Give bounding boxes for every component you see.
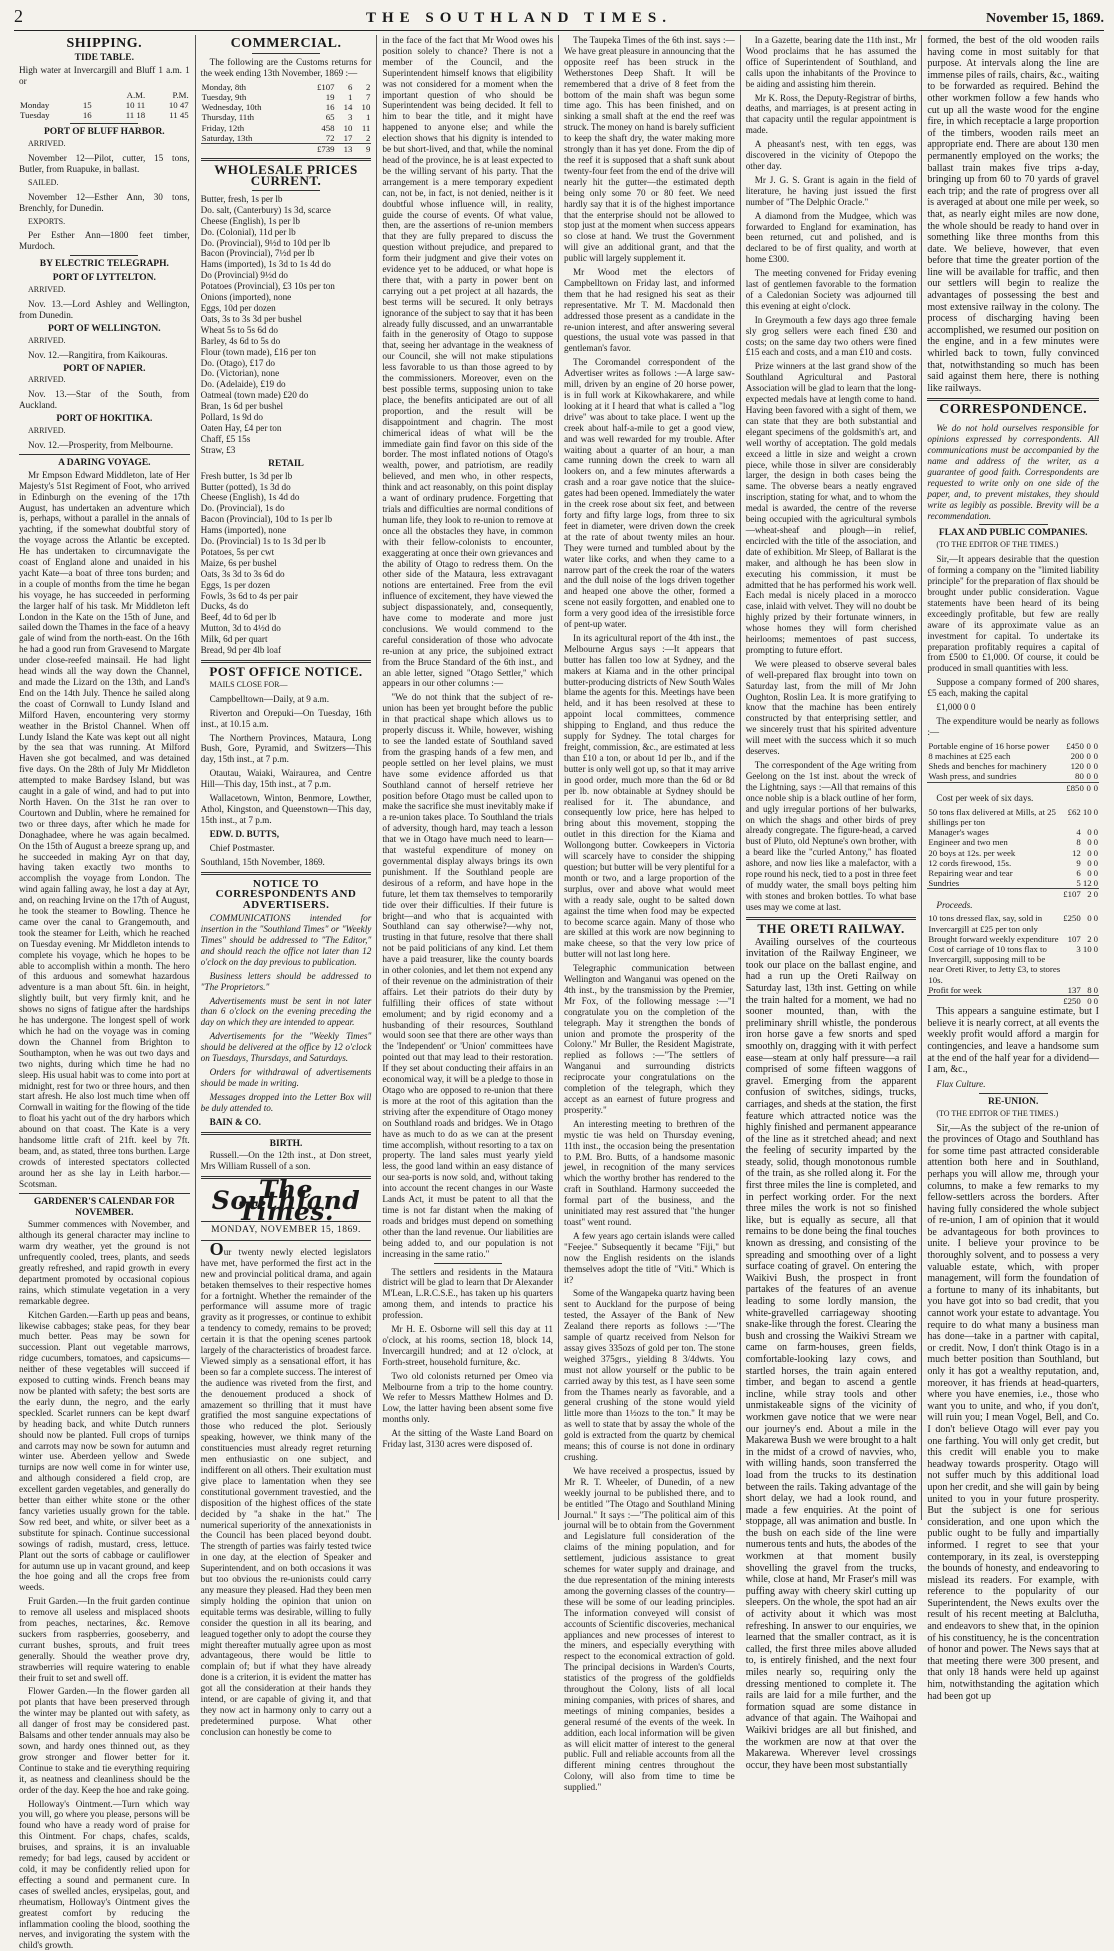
table-row: Thursday, 11th 65 3 1 <box>201 112 371 123</box>
list-item: Butter, fresh, 1s per lb <box>200 193 283 204</box>
retail-list <box>201 471 372 656</box>
table-row: Tuesday, 9th 19 1 7 <box>201 91 371 102</box>
notice-heading: NOTICE TO CORRESPONDENTS AND ADVERTISERS. <box>215 877 357 912</box>
table-row: Sheds and benches for machinery 120 0 0 <box>928 761 1099 772</box>
list-item: Maize, 6s per bushel <box>200 557 277 568</box>
list-item: Do. (Colonial), 11d per lb <box>200 226 296 237</box>
table-row: Saturday, 13th 72 17 2 <box>201 132 371 143</box>
article-heading: GARDENER'S CALENDAR FOR NOVEMBER. <box>33 1196 175 1218</box>
list-item: Do. (Adelaide), £19 do <box>200 379 286 390</box>
list-item: Chaff, £5 15s <box>200 433 251 444</box>
divider <box>70 123 138 124</box>
article-heading: A DARING VOYAGE. <box>58 457 151 468</box>
tide-table <box>19 90 190 121</box>
table-row: Profit for week 137 8 0 <box>928 984 1099 995</box>
list-item: Milk, 6d per quart <box>200 634 268 645</box>
list-item: Oatmeal (town made) £20 do <box>200 390 309 401</box>
newspaper-nameplate: The Southland Times. <box>211 1175 361 1227</box>
list-item: Cheese (English), 1s per lb <box>200 215 300 226</box>
table-row: Portable engine of 16 horse power £450 0 0 <box>928 740 1099 751</box>
wholesale-heading: WHOLESALE PRICES CURRENT. <box>214 162 358 189</box>
table-row: Manager's wages 4 0 0 <box>928 827 1099 838</box>
list-item: Oats, 3s 3d to 3s 6d do <box>200 568 285 579</box>
tide-table-heading: TIDE TABLE. <box>74 52 134 63</box>
table-total: £850 0 0 <box>927 782 1099 793</box>
table-row: Brought forward weekly expenditure 107 2 0 <box>928 933 1099 944</box>
divider <box>979 1093 1048 1094</box>
birth-heading: BIRTH. <box>269 1138 303 1149</box>
page-number: 2 <box>14 6 23 26</box>
newspaper-title: THE SOUTHLAND TIMES. <box>365 10 673 26</box>
tide-note: High water at Invercargill and Bluff 1 a.m. 1 or <box>19 64 190 86</box>
table-row: 10 tons dressed flax, say, sold in Invercargill at £25 per ton only £250 0 0 <box>928 913 1099 934</box>
column-4: The Taupeka Times of the 6th inst. says :—We have great pleasure in announcing that the opposite reef has been struck in the Wetherstones Deep Shaft. It will be remembered that a drive of 8 feet from the bottom of the main shaft was begun some time ago. This has been finished, and on sinking a small shaft at the end the reef was struck. The money on hand is barely sufficient to keep the shaft dry, the water making more strongly than it has yet done. From the dip of the reef it is supposed that a shaft sunk about twenty-four feet from the end of the drive will nearly hit the gutter—the estimated depth being only some 70 or 80 feet. We need hardly say that it is of the highest importance that the enterprise should not be allowed to stop just at the moment when success appears so close at hand. We trust the Government will give an additional grant, and that the public will largely supplement it. Mr Wood met the electors of Campbelltown on Friday last, and informed them that he had resigned his seat as their representative. Mr T. M. Macdonald then addressed those present as a candidate in the re-union interest, and after answering several questions, the usual vote was passed in that gentleman's favor. The Coromandel correspondent of the Advertiser writes as follows :—A large saw-mill, driven by an engine of 20 horse power, is in full work at Kikowhakarere, and while looking at it I heard that what is called a "log drive" was about to take place. I went up the creek about half-a-mile to get a good view, and was well rewarded for my trouble. After waiting about a quarter of an hour, a man came running down the creek to warn all lookers on, and a few minutes afterwards a crash and a roar gave notice that the sluice-gates had been opened. Immediately the water in the creek rose about six feet, and between forty and fifty large logs, from three to six feet in diameter, were driven down the creek at the rate of about twenty miles an hour. They were turned and tumbled about by the water like corks, and when they came to a narrow part of the creek the roar of the waters and the dull noise of the logs driven together and heaped one above the other, formed a scene not easily forgotten, and enabled one to form a very good idea of the irresistible force of pent-up water. In its agricultural report of the 4th inst., the Melbourne Argus says :—It appears that butter has fallen too low at Sydney, and the makers at Kiama and in the other principal butter-producing districts of New South Wales blame the agents for this. Meetings have been held, and it has been resolved at these to appoint local committees, commence shipping to England, and thus reduce the supply for Sydney. The total charges for freight, commission, &c., are estimated at less than £10 a ton, or about 1d per lb., and if the butter is only well got up, so that it may arrive in good order, much more than the 6d or 8d per lb. now obtainable at Sydney should be realised for it. The abundance, and consequently low price, here has helped to bring about this movement, stopping the outlet in this direction for the Kiama and Wollongong butter. Cowkeepers in Victoria will scarcely have to consider the shipping question; but butter will be very plentiful for a month or two, and a large proportion of the surplus, over and above what would meet with a ready sale, ought to be salted down against the time when food may be expected to become scarce again. Many of those who are skilled at this work are now beginning to make cheese, so that the very low price of butter will not last long here. Telegraphic communication between Wellington and Wanganui was opened on the 4th inst., by the transmission by the Premier, Mr Fox, of the following message :—"I congratulate you on the completion of the telegraph. May it strengthen the bonds of union and promote the prosperity of the Colony." Mr Buller, the Resident Magistrate, replied as follows :—"The settlers of Wanganui and surrounding districts reciprocate your congratulations on the completion of the telegraph, which they accept as an earnest of future progress and prosperity." An interesting meeting to brethren of the mystic tie was held on Thursday evening, 11th inst., the occasion being the presentation to P.M. Bro. Butts, of a handsome masonic jewel, in recognition of the many services which the worthy brother has rendered to the craft in Southland. Harmony succeeded the formal part of the business, and the uninitiated may rest assured that "the hunger toast" went round. A few years ago certain islands were called "Feejee." Subsequently it became "Fiji," but now the English residents on the islands themselves adopt the title of "Viti." Which is it? Some of the Wangapeka quartz having been sent to Auckland for the purpose of being tested, the Assayer of the Bank of New Zealand there reports as follows :—"The sample of quartz received from Nelson for assay gives 335ozs of gold per ton. The stone weighed 375grs., yielding 8 3/4dwts. You must not allow yourself or the public to be carried away by this test, as I have seen some from the Thames nearly as favorable, and a general crushing of the stone would yield little more than 1½ozs to the ton." It may be as well to state that by assay the whole of the gold is extracted from the quartz by chemical means; this of course is not done in ordinary crushing. We have received a prospectus, issued by Mr R. T. Wheeler, of Dunedin, of a new weekly journal to be published there, and to be entitled "The Otago and Southland Mining Journal." It says :—"The political aim of this journal will be to obtain from the Government and Legislature full consideration of the claims of the mining population, and for settlement, judicious assistance to great schemes for water supply and drainage, and the due representation of the mining interests among the governing classes of the country—these will be some of our leading principles. The information conveyed will consist of accounts of Scientific discoveries, mechanical appliances and new processes of interest to the miners, and especially everything with respect to the economical extraction of gold. The principal decisions in Warden's Courts, statistics of the progress of the goldfields throughout the Colony, lists of all local mining companies, with prices of shares, and meetings of mining companies, besides a general resumé of the events of the week. In addition, each local information will be given as will elicit matter of interest to the general public. Full and reliable accounts from all the different mining centres throughout the Colony, will also from time to time be supplied." <box>559 35 741 1520</box>
article-body: Mr Empson Edward Middleton, late of Her Majesty's 51st Regiment of Foot, who arrived in Edinburgh on the evening of the 17th August, has undertaken an adventure which is, perhaps, without a parallel in the annals of yachting, if the somewhat doubtful story of the voyage across the Atlantic be excepted. He has undertaken to circumnavigate the coast of England alone and unaided in his yacht Kate—a boat of three tons burden; and in a couple of months from the time he began his voyage, he has succeeded in performing the larger half of his task. Mr Middleton left London in the Kate on the 15th of June, and sailed down the Thames in the face of a heavy gale of wind from the north-east. On the 16th he had a good run from Gravesend to Margate under close-reefed mainsail. He had light head winds all the way down the Channel, and made the Lizard on the 13th, and Land's End on the 14th July. Thence he sailed along the coast of Cornwall to Lundy Island and Milford Haven, encountering very stormy weather in the Bristol Channel. When off Lundy Island the Kate was kept out all night by the sea that was running. At Milford Haven she got becalmed, and was detained five days. On the 28th of July Mr Middleton attempted to make Bardsey Island, but was caught in a gale of wind, and had to put into North Haven. On the 31st he ran over to Courtown and Dublin, where he remained for two or three days, after which he made for Donaghadee, where he was again becalmed. On the 15th of August a breeze sprang up, and he succeeded in making Ayr on that day, having taken exactly two months to accomplish the voyage from London. The wind again falling away, he lost a day at Ayr, and, on reaching Irvine on the 17th of August, he took the steamer to Bowling. Thence he came over the canal to Grangemouth, and took the steamer for Leith, which he reached on Tuesday evening. Mr Middleton intends to complete his voyage, which he hopes to be able to accomplish within a month. The hero of this arduous and somewhat hazardous adventure is a man about 5ft. 6in. in height, slightly built, but very firmly knit, and he shows no signs of fatigue after the hardships he has undergone. The longest spell of work which he had on the voyage was in coming down the Channel from Brighton to Southampton, when he was out two days and two nights, during which time he had no sleep. His usual habit was to come into port at midnight, rest for two or three hours, and then start afresh. He also lost much time when off Cornwall in waiting for the flowing of the tide to float his yacht out of the dry harbors which abound on that coast. The Kate is a very handsome little craft of 21ft. keel by 7ft. beam, and, as stated, three tons burthen. Large crowds of interested spectators collected around her as she lay in Leith harbor.—Scotsman. <box>19 469 190 1189</box>
list-item: Oaten Hay, £4 per ton <box>200 422 282 433</box>
table-row: Engineer and two men 8 0 0 <box>928 837 1099 848</box>
table-total: £250 0 0 <box>927 996 1099 1007</box>
list-item: Wheat 5s to 5s 6d do <box>200 324 278 335</box>
masthead <box>14 6 1104 31</box>
list-item: Potatoes, 5s per cwt <box>200 546 275 557</box>
list-item: Barley, 4s 6d to 5s do <box>200 335 281 346</box>
list-item: Hams (imported), 1s 3d to 1s 4d do <box>200 259 331 270</box>
divider <box>201 1132 372 1135</box>
table-row: Sundries 5 12 0 <box>928 878 1099 889</box>
list-item: Flour (town made), £16 per ton <box>200 346 317 357</box>
table-row: Wash press, and sundries 80 0 0 <box>928 771 1099 782</box>
list-item: Do. (Otago), £17 do <box>200 357 275 368</box>
list-item: Do. (Victorian), none <box>200 368 280 379</box>
column-2: COMMERCIAL. The following are the Customs returns for the week ending 13th November, 1869 :— Monday, 8th £107 6 2 Tuesday, 9th 19 1 7 Wednesday, 10th 16 14 10 Thursday, 11th 65 3 1 Friday, 12th 458 10 11 Saturday, 13th 72 17 2 £739 13 9 WHOLESALE PRICES CURRENT. Butter, fresh, 1s per lb Do. salt, (Canterbury) 1s 3d, scarce Cheese (English), 1s per lb Do. (Colonial), 11d per lb Do. (Provincial), 9½d to 10d per lb Bacon (Provincial), 7½d per lb Hams (imported), 1s 3d to 1s 4d do Do (Provincial) 9½d do Potatoes (Provincial), £3 10s per ton Onions (imported), none Eggs, 10d per dozen Oats, 3s to 3s 3d per bushel Wheat 5s to 5s 6d do Barley, 4s 6d to 5s do Flour (town made), £16 per ton Do. (Otago), £17 do Do. (Victorian), none Do. (Adelaide), £19 do Oatmeal (town made) £20 do Bran, 1s 6d per bushel Pollard, 1s 9d do Oaten Hay, £4 per ton Chaff, £5 15s Straw, £3 RETAIL Fresh butter, 1s 3d per lb Butter (potted), 1s 3d do Cheese (English), 1s 4d do Do. (Provincial), 1s do Bacon (Provincial), 10d to 1s per lb Hams (imported), none Do. (Provincial) 1s to 1s 3d per lb Potatoes, 5s per cwt Maize, 6s per bushel Oats, 3s 3d to 3s 6d do Eggs, 1s per dozen Fowls, 3s 6d to 4s per pair Ducks, 4s do Beef, 4d to 6d per lb Mutton, 3d to 4½d do Milk, 6d per quart Bread, 9d per 4lb loaf POST OFFICE NOTICE. MAILS CLOSE FOR— Campbelltown—Daily, at 9 a.m. Riverton and Orepuki—On Tuesday, 16th inst., at 10.15 a.m. The Northern Provinces, Mataura, Long Bush, Gore, Pyramid, and Switzers—This day, 15th inst., at 7 p.m. Otautau, Waiaki, Wairaurea, and Centre Hill—This day, 15th inst., at 7 p.m. Wallacetown, Winton, Benmore, Lowther, Athol, Kingston, and Queenstown—This day, 15th inst., at 7 p.m. EDW. D. BUTTS, Chief Postmaster. Southland, 15th November, 1869. NOTICE TO CORRESPONDENTS AND ADVERTISERS. COMMUNICATIONS intended for insertion in the "Southland Times" or "Weekly Times" should be addressed to "The Editor," and should reach the office not later than 12 o'clock on the day previous to publication. Business letters should be addressed to "The Proprietors." Advertisements must be sent in not later than 6 o'clock on the evening preceding the day on which they are intended to appear. Advertisements for the "Weekly Times" should be delivered at the office by 12 o'clock on Tuesdays, Thursdays, and Saturdays. Orders for withdrawal of advertisements should be made in writing. Messages dropped into the Letter Box will be duly attended to. BAIN & CO. BIRTH. Russell.—On the 12th inst., at Don street, Mrs William Russell of a son. The Southland Times. MONDAY, NOVEMBER 15, 1869. Our twenty newly elected legislators have met, have performed the first act in the new and provincial political drama, and again betaken themselves to their respective homes for a fortnight. Whether the remainder of the performance will assume more of tragic gravity as it progresses, or continue to exhibit a tendency to comedy, remains to be proved; certain it is that the opening scenes partook largely of the characteristics of broadest farce. Viewed simply as a sensational effort, it has been so far a complete success. The interest of the audience was riveted from the first, and the denouement produced a shock of amazement so thrilling that it must have gratified the most sanguine expectations of those who reduced the plot. Seriously speaking, however, we think many of the constituencies must already regret returning men enthusiastic on one subject, and indifferent on all others. Their exultation must give place to lamentation when they see constitutional government travestied, and the disposition of the highest offices of the state decided by "a shake in the hat." The numerical superiority of the annexationists in the Council has been placed beyond doubt. The strength of parties was fairly tested twice in one day, at the election of Speaker and Superintendent, and on both occasions it was but too obvious the re-unionists could carry any measure they pleased. Had they been men simply holding the opinion that union on equitable terms was desirable, willing to fully consider the question in all its bearing, and leagued together only to adopt the course they might thereafter mutually agree upon as most advantageous, there would be little to complain of; but if what they have already done is a criterion, it is evident the matter has got all the consideration at their hands they intend, or are capable of giving it, and that they now act in harmony only to carry out a predetermined purpose. What other conclusion can honestly be come to <box>196 35 378 1520</box>
divider <box>70 255 138 256</box>
divider <box>927 398 1099 401</box>
quoted-extract: "We do not think that the subject of re-union has been yet brought before the public in that practical shape which allows us to properly discuss it. While, however, wishing to see the landed estate of Southland saved from the grasping hands of a few men, and people settled on her level plains, we must have some evidence afforded us that Southland cannot of herself retrieve her position before Otago must be called upon to make the sacrifice she must inevitably make if a re-union takes place. To Southland the trials of adversity, though hard, may teach a lesson that we in Otago have much need to learn—that wasteful expenditure of money on governmental display always brings its own punishment. If the Southland people are desirous of a reform, and have hope in the future, let them tax themselves to temporarily tide over their difficulties. If their future is bright—and who that is acquainted with Southland can say otherwise?—why not, trusting in that future, resolve that there shall not be paid politicians of any kind. Let them have a paid treasurer, like the county boards in other colonies, and let them not expend any of their revenue on the administration of their affairs. Let their patriots do their duty by fulfilling their offices of state without emolument; and by rigid economy and a husbanding of their resources, Southland would soon see that there are other ways than the 'Independent' or 'Union' committees have pointed out that may lead to their restoration. If they set about conducting their affairs in an economical way, it will be a pledge to those in Otago who are opposed to re-union that there is more at the root of this agitation than the striving after the expenditure of Otago money on Southland roads and bridges. We in Otago have as much to do as we can at the present time accomplish, without resorting to a tax on property. The land sales must yearly yield less, the good land within an easy distance of our sea-ports is now sold, and, without taking into account the recent changes in our Waste Lands Act, it must be patent to all that the time is not far distant when the making of roads and bridges must depend on something other than the land revenue. Our liabilities are being added to, and our population is not increasing in the same ratio." <box>382 692 554 1259</box>
table-total: £739 13 9 <box>201 143 372 154</box>
table-row: 50 tons flax delivered at Mills, at 25 shillings per ton £62 10 0 <box>928 806 1099 827</box>
list-item: Straw, £3 <box>200 444 236 455</box>
table-row: 8 machines at £25 each 200 0 0 <box>928 750 1099 761</box>
divider <box>201 158 372 161</box>
proceeds-table <box>927 913 1099 1006</box>
leader-continued: in the face of the fact that Mr Wood owes his position solely to chance? There is not a member of the Council, and the Superintendent himself knows that eligibility was not considered for a moment when the important question of who should be Superintendent was being decided. It fell to him to bear the title, and it might have happened to anyone else; and while the election shows that his dignity is intended to be but short-lived, and that, while the nominal head of the province, he is at least expected to be the willing servant of his party. That the arrangement is a mere temporary expedient can, not be, in fact, is not denied, neither is it doubtful whose influence will, in reality, guide the course of events. Of what value, then, are the assertions of re-union members that they are fully prepared to discuss the question without prejudice, and prepared to form their judgment and give their votes on evidence yet to be adduced, or what hope is there that, with a party in power bent on carrying out a pet project at all hazards, the best terms will be secured. It only betrays ignorance of the subject to say that it has been already fully discussed, and an unwarrantable faith in the generosity of Otago to suppose that, seeing her advantage in the weakness of our Council, she will not make stipulations less favorable to us than those agreed to by the commissioners. Moreover, even on the best possible terms, supposing union to take place, the benefits anticipated are out of all proportion, and the result will be disappointment and chagrin. The most chimerical ideas of what will be the immediate gain find favor on this side of the border. The most inflated notions of Otago's wealth, power, and patriotism, are readily believed, and men who, in other respects, think and act reasonably, on this point display a want of ordinary prudence. Forgetting that trials and difficulties are normal conditions of human life, they look to re-union to remove at once all the obstacles they have, in common with their fellow-colonists to encounter, exaggerating at once their own grievances and the ability of Otago to redress them. On the other side of the Mataura, less extravagant notions are entertained. Free from the evil influence of excitement, they have viewed the subject dispassionately, and, consequently, have come to moderate and more just conclusions. We would commend to the careful consideration of those who advocate re-union at any price, the subjoined extract from the Bruce Standard of the 6th inst., and an able letter, signed "Otago Settler," which appears in our other columns :— <box>382 35 554 689</box>
list-item: Onions (imported), none <box>200 292 292 303</box>
table-row: Friday, 12th 458 10 11 <box>201 122 371 133</box>
table-row: Repairing wear and tear 6 0 0 <box>928 867 1099 878</box>
letter-signature: Flax Culture. <box>936 1078 986 1089</box>
issue-date: November 15, 1869. <box>986 11 1104 26</box>
list-item: Bacon (Provincial), 10d to 1s per lb <box>200 514 333 525</box>
customs-table <box>201 82 372 154</box>
divider <box>979 419 1048 420</box>
weekly-cost-table <box>927 807 1099 900</box>
list-item: Mutton, 3d to 4½d do <box>200 623 281 634</box>
telegraph-heading: BY ELECTRIC TELEGRAPH. <box>39 259 169 270</box>
list-item: Hams (imported), none <box>200 525 287 536</box>
list-item: Cheese (English), 1s 4d do <box>200 492 300 503</box>
list-item: Fresh butter, 1s 3d per lb <box>200 470 293 481</box>
table-row: 12 cords firewood, 15s. 9 0 0 <box>928 857 1099 868</box>
list-item: Do. (Provincial), 9½d to 10d per lb <box>200 237 331 248</box>
divider <box>434 1263 502 1264</box>
retail-heading: RETAIL <box>268 458 304 469</box>
divider <box>19 1193 190 1194</box>
shipping-heading: SHIPPING. <box>66 36 143 51</box>
post-office-heading: POST OFFICE NOTICE. <box>209 664 363 680</box>
wholesale-list <box>201 194 372 456</box>
divider <box>19 454 190 455</box>
table-row: Wednesday, 10th 16 14 10 <box>201 102 371 113</box>
list-item: Bacon (Provincial), 7½d per lb <box>200 248 315 259</box>
commercial-heading: COMMERCIAL. <box>230 36 342 51</box>
list-item: Do. (Provincial), 1s do <box>200 503 285 514</box>
divider <box>201 1240 372 1241</box>
table-row: Monday 15 10 11 10 47 <box>20 99 189 110</box>
letter-heading: RE-UNION. <box>987 1096 1039 1107</box>
divider <box>979 524 1048 525</box>
list-item: Fowls, 3s 6d to 4s per pair <box>200 590 298 601</box>
leader-date: MONDAY, NOVEMBER 15, 1869. <box>211 1224 361 1235</box>
leader-article: Our twenty newly elected legislators have met, have performed the first act in the new and provincial political drama, and again betaken themselves to their respective homes for a fortnight. Whether the remainder of the performance will assume more of tragic gravity as it progresses, or continue to exhibit a tendency to comedy, remains to be proved; certain it is that the opening scenes partook largely of the characteristics of broadest farce. Viewed simply as a sensational effort, it has been so far a complete success. The interest of the audience was riveted from the first, and the denouement produced a shock of amazement so thrilling that it must have gratified the most sanguine expectations of those who reduced the plot. Seriously speaking, however, we think many of the constituencies must already regret returning men enthusiastic on one subject, and indifferent on all others. Their exultation must give place to lamentation when they see constitutional government travestied, and the disposition of the highest offices of the state decided by "a shake in the hat." The numerical superiority of the annexationists in the Council has been placed beyond doubt. The strength of parties was fairly tested twice in one day, at the election of Speaker and Superintendent, and on both occasions it was but too obvious the re-unionists could carry any measure they pleased. Had they been men simply holding the opinion that union on equitable terms was desirable, willing to fully consider the question in all its bearing, and leagued together only to adopt the course they might thereafter mutually agree upon as most advantageous, there would be little to complain of; but if what they have already done is a criterion, it is evident the matter has got all the consideration at their hands they intend, or are capable of giving it, and that they now act in harmony only to carry out a predetermined purpose. What other conclusion can honestly be come to <box>200 1238 372 1737</box>
column-1: SHIPPING. TIDE TABLE. High water at Invercargill and Bluff 1 a.m. 1 or A.M. P.M. Monday 15 10 11 10 47 Tuesday 16 11 18 11 45 PORT OF BLUFF HARBOR. ARRIVED. November 12—Pilot, cutter, 15 tons, Butler, from Ruapuke, in ballast. SAILED. November 12—Esther Ann, 30 tons, Brenchly, for Dunedin. EXPORTS. Per Esther Ann—1800 feet timber, Murdoch. BY ELECTRIC TELEGRAPH. PORT OF LYTTELTON. ARRIVED. Nov. 13.—Lord Ashley and Wellington, from Dunedin. PORT OF WELLINGTON. ARRIVED. Nov. 12.—Rangitira, from Kaikouras. PORT OF NAPIER. ARRIVED. Nov. 13.—Star of the South, from Auckland. PORT OF HOKITIKA. ARRIVED. Nov. 12.—Prosperity, from Melbourne. A DARING VOYAGE. Mr Empson Edward Middleton, late of Her Majesty's 51st Regiment of Foot, who arrived in Edinburgh on the evening of the 17th August, has undertaken an adventure which is, perhaps, without a parallel in the annals of yachting, if the somewhat doubtful story of the voyage across the Atlantic be excepted. He has undertaken to circumnavigate the coast of England alone and unaided in his yacht Kate—a boat of three tons burden; and in a couple of months from the time he began his voyage, he has succeeded in performing the larger half of his task. Mr Middleton left London in the Kate on the 15th of June, and sailed down the Thames in the face of a heavy gale of wind from the north-east. On the 16th he had a good run from Gravesend to Margate under close-reefed mainsail. He had light head winds all the way down the Channel, and made the Lizard on the 13th, and Land's End on the 14th July. Thence he sailed along the coast of Cornwall to Lundy Island and Milford Haven, encountering very stormy weather in the Bristol Channel. When off Lundy Island the Kate was kept out all night by the sea that was running. At Milford Haven she got becalmed, and was detained five days. On the 28th of July Mr Middleton attempted to make Bardsey Island, but was caught in a gale of wind, and had to put into North Haven. On the 31st he ran over to Courtown and Dublin, where he remained for two or three days, after which he made for Donaghadee, where he was again becalmed. On the 15th of August a breeze sprang up, and he succeeded in making Ayr on that day, having taken exactly two months to accomplish the voyage from London. The wind again falling away, he lost a day at Ayr, and, on reaching Irvine on the 17th of August, he took the steamer to Bowling. Thence he came over the canal to Grangemouth, and took the steamer for Leith, which he reached on Tuesday evening. Mr Middleton intends to complete his voyage, which he hopes to be able to accomplish within a month. The hero of this arduous and somewhat hazardous adventure is a man about 5ft. 6in. in height, slightly built, but very firmly knit, and he shows no signs of fatigue after the hardships he has undergone. The longest spell of work which he had on the voyage was in coming down the Channel from Brighton to Southampton, when he was out two days and two nights, during which time he had no sleep. His usual habit was to come into port at midnight, rest for two or three hours, and then start afresh. He also lost much time when off Cornwall in waiting for the flowing of the tide to float his yacht out of the dry harbors which abound on that coast. The Kate is a very handsome little craft of 21ft. keel by 7ft. beam, and, as stated, three tons burthen. Large crowds of interested spectators collected around her as she lay in Leith harbor.—Scotsman. GARDENER'S CALENDAR FOR NOVEMBER. Summer commences with November, and although its general character may incline to warm dry weather, yet the ground is not unfrequently cooled, trees, plants, and seeds greatly refreshed, and rapid growth in every department promoted by occasional copious rains, which stimulate vegetation in a very remarkable degree. Kitchen Garden.—Earth up peas and beans, likewise cabbages; stake peas, for they bear much better. Peas may be sown for succession. Plant out vegetable marrows, ridge cucumbers, tomatoes, and capsicums—neither of these vegetables will succeed if exposed to cutting winds. French beans may now be planted with safety; the best sorts are the early dunn, the negro, and the early speckled. Scarlet runners can be kept dwarf by heading back, and white Dutch runners should now be planted. Full crops of turnips and carrots may now be sown for autumn and winter use. Aberdeen yellow and Swede turnips are now well come in for winter use, and although considered a field crop, are excellent garden vegetables, and generally do better than either white stone or the other fancy varieties usually grown for the table. Sow red beet, and white, or silver beet as a substitute for spinach. Continue successional sowings of radish, mustard, cress, lettuce. Plant out the sorts of cabbage or cauliflower for autumn use up in vacant ground, and keep the hoe going and all the crops free from weeds. Fruit Garden.—In the fruit garden continue to remove all useless and misplaced shoots from peaches, nectarines, &c. Remove suckers from raspberries, gooseberry, and currant bushes, sprouts, and fruit trees generally. Should the weather prove dry, strawberries will require watering to enable their fruit to set and swell off. Flower Garden.—In the flower garden all pot plants that have been preserved through the winter may be planted out with safety, as all danger of frost may be considered past. Balsams and other tender annuals may also be sown, and hardy ones thinned out, as they grow stronger and flower better for it. Continue to stake and tie everything requiring it, as neatness and cleanliness should be the order of the day. Keep the hoe and rake going. Holloway's Ointment.—Turn which way you will, go where you please, persons will be found who have a ready word of praise for this Ointment. For chaps, chafes, scalds, bruises, and sprains, it is an invaluable remedy; for bad legs, caused by accident or cold, it may be confidently relied upon for effecting a sound and permanent cure. In cases of swelled ancles, erysipelas, gout, and rheumatism, Holloway's Ointment gives the greatest comfort by reducing the inflammation cooling the blood, soothing the nerves, and invigorating the system with the child's growth. <box>14 35 196 1520</box>
table-total: £107 2 0 <box>927 889 1099 900</box>
divider <box>252 190 320 191</box>
divider <box>746 917 917 920</box>
table-row: Monday, 8th £107 6 2 <box>201 81 371 92</box>
correspondence-heading: CORRESPONDENCE. <box>939 402 1088 418</box>
list-item: Bread, 9d per 4lb loaf <box>200 645 282 656</box>
list-item: Potatoes (Provincial), £3 10s per ton <box>200 281 335 292</box>
divider <box>201 660 372 663</box>
list-item: Do. salt, (Canterbury) 1s 3d, scarce <box>200 204 331 215</box>
divider <box>252 53 320 54</box>
divider <box>201 872 372 875</box>
column-5: In a Gazette, bearing date the 11th inst., Mr Wood proclaims that he has assumed the office of Superintendent of Southland, and calls upon the inhabitants of the Province to be aiding and assisting him therein. Mr K. Ross, the Deputy-Registrar of births, deaths, and marriages, is at present acting in that capacity until the regular appointment is made. A pheasant's nest, with ten eggs, was discovered in the vicinity of Otepopo the other day. Mr J. G. S. Grant is again in the field of literature, he having just issued the first number of "The Delphic Oracle." A diamond from the Mudgee, which was forwarded to England for examination, has been returned, cut and polished, and is declared to be of first quality, and worth at home £300. The meeting convened for Friday evening last of gentlemen favorable to the formation of a Caledonian Society was adjourned till this evening at eight o'clock. In Greymouth a few days ago three female sly grog sellers were each fined £30 and costs; on the same day two others were fined £15 each and costs, and a man £10 and costs. Prize winners at the last grand show of the Southland Agricultural and Pastoral Association will be glad to learn that the long-expected medals have at length come to hand. Having been favored with a sight of them, we can state that they are both substantial and elegant specimens of the goldsmith's art, and well worthy of acceptation. The gold medals exceed a little in size and weight a crown piece, while those in silver are considerably larger, the design in both cases being the same. The obverse bears a neatly engraved inscription, stating for what, and to whom the medal is awarded, the centre of the reverse being occupied with the agricultural symbols—wheat-sheaf and plough—in relief, encircled with the title of the association, and date of exhibition. Mr Sleep, of Ballarat is the maker, and although he has been slow in executing his commission, it must be admitted that he has performed his work well. Each medal is nicely placed in a morocco case, inlaid with velvet. They will no doubt be highly prized by their fortunate winners, in whose homes they will form cherished heirlooms; mementoes of past success, prompting to future effort. We were pleased to observe several bales of well-prepared flax brought into town on Saturday last, from the mill of Mr John Oughton, Roslin Lea. It is more gratifying to know that the machine has been entirely constructed by that enterprising settler, and we sincerely trust that his spirited adventure will meet with the success which it so much deserves. The correspondent of the Age writing from Geelong on the 1st inst. about the wreck of the Lightning, says :—All that remains of this once noble ship is a black outline of her form, and ugly irregular portions of her bulwarks, on which the shags and other birds of prey already congregate. The figure-head, a carved bust of Pluto, old Neptune's own brother, with a beard like the "curled Antony," has floated ashore, and now lies like a malefactor, with a rope round his neck, tied to a post in three feet of muddy water, the small boys pelting him with stones and broken bottles. To what base uses may we come at last. THE ORETI RAILWAY. Availing ourselves of the courteous invitation of the Railway Engineer, we took our place on the ballast engine, and had a run up the Oreti Railway on Saturday last, 13th inst. Getting on while the train halted for a moment, we had no sooner mounted, than, with the preliminary shrill whistle, the ponderous iron horse gave a few snorts and sped smoothly on, dragging with it with perfect ease—steam at only half pressure—a rail comprised of some fifteen waggons of gravel. Emerging from the apparent confusion of switches, sidings, trucks, carriages, and sheds at the station, the first feature which attracted notice was the highly finished and permanent appearance of the line as it stretched ahead; and next the feeling of security imparted by the steady, solid, though monotonous rumble of the train, as she rolled along it. For the first three miles the line is completed, and in perfect working order. For the next three miles the work is not so finished like, but is equally as secure, all that remains to be done being the final touches known as dressing, and consisting of the spreading and smoothing over of a light surface coating of gravel. On entering the Waikivi Bush, the prospect in front partakes of the features of an avenue leading to some lordly mansion, the white-gravelled carriageway shooting snake-like through the forest. Clearing the bush and crossing the Waikivi Stream we came on farm-houses, green fields, comfortable-looking lazy cows, and startled horses, the train again entered timber, and began to ascend a gentle incline, while stray tools and other unmistakeable signs of the vicinity of workmen gave notice that we were near our journey's end. About a mile in the Makarewa Bush we were brought to a halt in the midst of a crowd of navvies, who, with willing hands, soon transferred the load from the trucks to its destination between the rails. Taking advantage of the short delay, we had a look round, and made a few enquiries. At the point of stoppage, all was animation and bustle. In the bush on each side of the line were numerous tents and huts, the abodes of the workmen at that moment busily shovelling the gravel from the trucks, while, close at hand, Mr Fraser's mill was puffing away with cheery skirl cutting up sleepers. On the whole, the spot had an air of activity about it which was most refreshing. In answer to our enquiries, we learned that the smaller contract, as it is called, the first three miles above alluded to, is entirely finished, and the next four miles nearly so, requiring only the dressing mentioned to complete it. The rails are laid for a mile further, and the formation squad are some distance in advance of that again. The Waihopai and Waikivi bridges are all but finished, and the workmen are now at that over the Makarewa. Wherever level crossings occur, they have been most substantially <box>741 35 923 1520</box>
table-header: A.M. P.M. <box>126 89 189 100</box>
list-item: Butter (potted), 1s 3d do <box>200 481 291 492</box>
table-row: Cost of carriage of 10 tons flax to Invercargill, supposing mill to be near Oreti River, to Jetty £3, to stores 10s. 3 10 0 <box>928 944 1099 985</box>
list-item: Oats, 3s to 3s 3d per bushel <box>200 313 302 324</box>
list-item: Eggs, 10d per dozen <box>200 303 276 314</box>
expenditure-table <box>927 741 1099 793</box>
columns <box>14 35 1104 1951</box>
column-6: formed, the best of the old wooden rails having come in most suitably for that purpose. At intervals along the line are immense piles of rails, chairs, &c., waiting to be forwarded as required. Behind the other workmen follow a few hands who cut up all the waste wood for the engine fire, in which receptacle a large proportion of the timbers, wooden rails meet an appropriate end. There are about 130 men permanently employed on the works; the ballast train makes five trips a-day, bringing up from 60 to 70 yards of gravel each trip; and the rate of progress over all is averaged at about one mile per week, so that, as nearly eight miles are now done, the whole should be ready to hand over in something like three months from this date. We believe, however, that even before that time the greater portion of the line will be available for traffic, and then our settlers will begin to realize the advantages of possessing the best and most extensive railway in the colony. The process of discharging having been accomplished, we resumed our position on the engine, and in a few minutes were whirled back to town, fully convinced that, notwithstanding so much has been said against them here, there is nothing like railways. CORRESPONDENCE. We do not hold ourselves responsible for opinions expressed by correspondents. All communications must be accompanied by the name and address of the writer, as a guarantee of good faith. Correspondents are requested to write only on one side of the paper, and, to prevent mistakes, they should write as legibly as possible. Brevity will be a recommendation. FLAX AND PUBLIC COMPANIES. (TO THE EDITOR OF THE TIMES.) Sir,—It appears desirable that the question of forming a company on the "limited liability principle" for the preparation of flax should be brought under public consideration. Vague statements have been heard of its being exceedingly profitable, but few are really aware of its approximate value as an investment for capital. To undertake its preparation profitably requires a capital of from £500 to £1,000. Of course, it could be produced in small quantities with less. Suppose a company formed of 200 shares, £5 each, making the capital £1,000 0 0 The expenditure would be nearly as follows :— Portable engine of 16 horse power £450 0 0 8 machines at £25 each 200 0 0 Sheds and benches for machinery 120 0 0 Wash press, and sundries 80 0 0 £850 0 0 Cost per week of six days. 50 tons flax delivered at Mills, at 25 shillings per ton £62 10 0 Manager's wages 4 0 0 Engineer and two men 8 0 0 20 boys at 12s. per week 12 0 0 12 cords firewood, 15s. 9 0 0 Repairing wear and tear 6 0 0 Sundries 5 12 0 £107 2 0 Proceeds. 10 tons dressed flax, say, sold in Invercargill at £25 per ton only £250 0 0 Brought forward weekly expenditure 107 2 0 Cost of carriage of 10 tons flax to Invercargill, supposing mill to be near Oreti River, to Jetty £3, to stores 10s. 3 10 0 Profit for week 137 8 0 £250 0 0 This appears a sanguine estimate, but I believe it is nearly correct, at all events the weekly profit would afford a margin for contingencies, and leave a handsome sum at the end of the half year for a dividend—I am, &c., Flax Culture. RE-UNION. (TO THE EDITOR OF THE TIMES.) Sir,—As the subject of the re-union of the provinces of Otago and Southland has for some time past attracted considerable attention both here and in Southland, perhaps you will allow me, through your columns, to make a few remarks to my fellow-settlers across the borders. After having fully considered the whole subject of re-union, I am of opinion that it would be advantageous for both provinces to unite. I believe your province to be thoroughly solvent, and to possess a very valuable estate, which, with proper management, will form the foundation of a fortune to many of its inhabitants, but you have got into so bad credit, that you cannot work your estate to advantage. You require to do what many a business man has done—take in a partner with capital, or credit. Now, I don't think Otago is in a much better position than Southland, but only it has got a wealthy reputation, and, moreover, it has friends at head-quarters, where you have enemies, i.e., those who want you to unite, and who, if you don't, will ruin you; I mean Vogel, Bell, and Co. I don't believe Otago will ever pay you one farthing. You will only get credit, but this credit will enable you to make headway towards prosperity. Otago will not suffer much by this additional load upon her credit, and she will gain by being united to you in your future prosperity. But the subject is one for serious consideration, and one upon which the public ought to be fully and impartially informed. I regret to see that your contemporary, in its zeal, is overstepping the bounds of honesty, and endeavoring to mislead its readers. For example, with reference to the popularity of our Superintendent, the News exults over the result of his recent meeting at Balclutha, and endeavors to shew that, in the opinion of his constituency, he is the concentration of honor and power. The News says that at that meeting there were 300 present, and that only 18 hands were held up against him, notwithstanding the agitation which had been got up <box>927 35 1100 1702</box>
table-row: Tuesday 16 11 18 11 45 <box>20 110 189 121</box>
letter-heading: FLAX AND PUBLIC COMPANIES. <box>938 528 1088 539</box>
list-item: Ducks, 4s do <box>200 601 249 612</box>
port-bluff-heading: PORT OF BLUFF HARBOR. <box>43 127 165 138</box>
table-row: 20 boys at 12s. per week 12 0 0 <box>928 847 1099 858</box>
list-item: Do. (Provincial) 1s to 1s 3d per lb <box>200 536 326 547</box>
column-3: in the face of the fact that Mr Wood owes his position solely to chance? There is not a member of the Council, and the Superintendent himself knows that eligibility was not considered for a moment when the important question of who should be Superintendent was being decided. It fell to him to bear the title, and it might have happened to anyone else; and while the election shows that his dignity is intended to be but short-lived, and that, while the nominal head of the province, he is at least expected to be the willing servant of his party. That the arrangement is a mere temporary expedient can, not be, in fact, is not denied, neither is it doubtful whose influence will, in reality, guide the course of events. Of what value, then, are the assertions of re-union members that they are fully prepared to discuss the question without prejudice, and prepared to form their judgment and give their votes on evidence yet to be adduced, or what hope is there that, with a party in power bent on carrying out a pet project at all hazards, the best terms will be secured. It only betrays ignorance of the subject to say that it has been already fully discussed, and an unwarrantable faith in the generosity of Otago to suppose that, seeing her advantage in the weakness of our Council, she will not make stipulations less favorable to us than those agreed to by the commissioners. Moreover, even on the best possible terms, supposing union to take place, the benefits anticipated are out of all proportion, and the result will be disappointment and chagrin. The most chimerical ideas of what will be the immediate gain find favor on this side of the border. The most inflated notions of Otago's wealth, power, and patriotism, are readily believed, and men who, in other respects, think and act reasonably, on this point display a want of ordinary prudence. Forgetting that trials and difficulties are normal conditions of human life, they look to re-union to remove at once all the obstacles they have, in common with their fellow-colonists to encounter, exaggerating at once their own grievances and the ability of Otago to redress them. On the other side of the Mataura, less extravagant notions are entertained. Free from the evil influence of excitement, they have viewed the subject dispassionately, and, consequently, have come to moderate and more just conclusions. We would commend to the careful consideration of those who advocate re-union at any price, the subjoined extract from the Bruce Standard of the 6th inst., and an able letter, signed "Otago Settler," which appears in our other columns :— "We do not think that the subject of re-union has been yet brought before the public in that practical shape which allows us to properly discuss it. While, however, wishing to see the landed estate of Southland saved from the grasping hands of a few men, and people settled on her level plains, we must have some evidence afforded us that Southland cannot of herself retrieve her position before Otago must be called upon to make the sacrifice she must inevitably make if a re-union takes place. To Southland the trials of adversity, though hard, may teach a lesson that we in Otago have much need to learn—that wasteful expenditure of money on governmental display always brings its own punishment. If the Southland people are desirous of a reform, and have hope in the future, let them tax themselves to temporarily tide over their difficulties. If their future is bright—and who that is acquainted with Southland can say otherwise?—why not, trusting in that future, resolve that there shall not be paid politicians of any kind. Let them have a paid treasurer, like the county boards in other colonies, and let them not expend any of their revenue on the administration of their affairs. Let their patriots do their duty by fulfilling their offices of state without emolument; and by rigid economy and a husbanding of their resources, Southland would soon see that there are other ways than the 'Independent' or 'Union' committees have pointed out that may lead to their restoration. If they set about conducting their affairs in an economical way, it will be a pledge to those in Otago who are opposed to re-union that there is more at the root of this agitation than the striving after the expenditure of Otago money on Southland roads and bridges. We in Otago have as much to do as we can at the present time accomplish, without resorting to a tax on property. The land sales must yearly yield less, the good land within an easy distance of our sea-ports is now sold, and, without taking into account the recent changes in our Waste Lands Act, it must be patent to all that the time is not far distant when the making of roads and bridges must depend on something other than the land revenue. Our liabilities are being added to, and our population is not increasing in the same ratio." The settlers and residents in the Mataura district will be glad to learn that Dr Alexander M'Lean, L.R.C.S.E., has taken up his quarters among them, and intends to practice his profession. Mr H. E. Osborne will sell this day at 11 o'clock, at his rooms, section 18, block 14, Invercargill hundred; and at 12 o'clock, at Forth-street, household furniture, &c. Two old colonists returned per Omeo via Melbourne from a trip to the home country. We refer to Messrs Matthew Holmes and D. Low, the latter having been absent some five months only. At the sitting of the Waste Land Board on Friday last, 3130 acres were disposed of. <box>377 35 559 1520</box>
list-item: Bran, 1s 6d per bushel <box>200 401 284 412</box>
list-item: Eggs, 1s per dozen <box>200 579 271 590</box>
list-item: Pollard, 1s 9d do <box>200 412 263 423</box>
list-item: Beef, 4d to 6d per lb <box>200 612 277 623</box>
list-item: Do (Provincial) 9½d do <box>200 270 288 281</box>
railway-article: Availing ourselves of the courteous invitation of the Railway Engineer, we took our place on the ballast engine, and had a run up the Oreti Railway on Saturday last, 13th inst. Getting on while the train halted for a moment, we had no sooner mounted, than, with the preliminary shrill whistle, the ponderous iron horse gave a few snorts and sped smoothly on, dragging with it with perfect ease—steam at only half pressure—a rail comprised of some fifteen waggons of gravel. Emerging from the apparent confusion of switches, sidings, trucks, carriages, and sheds at the station, the first feature which attracted notice was the highly finished and permanent appearance of the line as it stretched ahead; and next the feeling of security imparted by the steady, solid, though monotonous rumble of the train, as she rolled along it. For the first three miles the line is completed, and in perfect working order. For the next three miles the work is not so finished like, but is equally as secure, all that remains to be done being the final touches known as dressing, and consisting of the spreading and smoothing over of a light surface coating of gravel. On entering the Waikivi Bush, the prospect in front partakes of the features of an avenue leading to some lordly mansion, the white-gravelled carriageway shooting snake-like through the forest. Clearing the bush and crossing the Waikivi Stream we came on farm-houses, green fields, comfortable-looking lazy cows, and startled horses, the train again entered timber, and began to ascend a gentle incline, while stray tools and other unmistakeable signs of the vicinity of workmen gave notice that we were near our journey's end. About a mile in the Makarewa Bush we were brought to a halt in the midst of a crowd of navvies, who, with willing hands, soon transferred the load from the trucks to its destination between the rails. Taking advantage of the short delay, we had a look round, and made a few enquiries. At the point of stoppage, all was animation and bustle. In the bush on each side of the line were numerous tents and huts, the abodes of the workmen at that moment busily shovelling the gravel from the trucks, while, close at hand, Mr Fraser's mill was puffing away with cheery skirl cutting up sleepers. On the whole, the spot had an air of activity about it which was most refreshing. In answer to our enquiries, we learned that the smaller contract, as it is called, the first three miles above alluded to, is entirely finished, and the next four miles nearly so, requiring only the dressing mentioned to complete it. The rails are laid for a mile further, and the formation squad are some distance in advance of that again. The Waihopai and Waikivi bridges are all but finished, and the workmen are now at that over the Makarewa. Wherever level crossings occur, they have been most substantially <box>745 936 917 1771</box>
railway-heading: THE ORETI RAILWAY. <box>757 920 905 936</box>
